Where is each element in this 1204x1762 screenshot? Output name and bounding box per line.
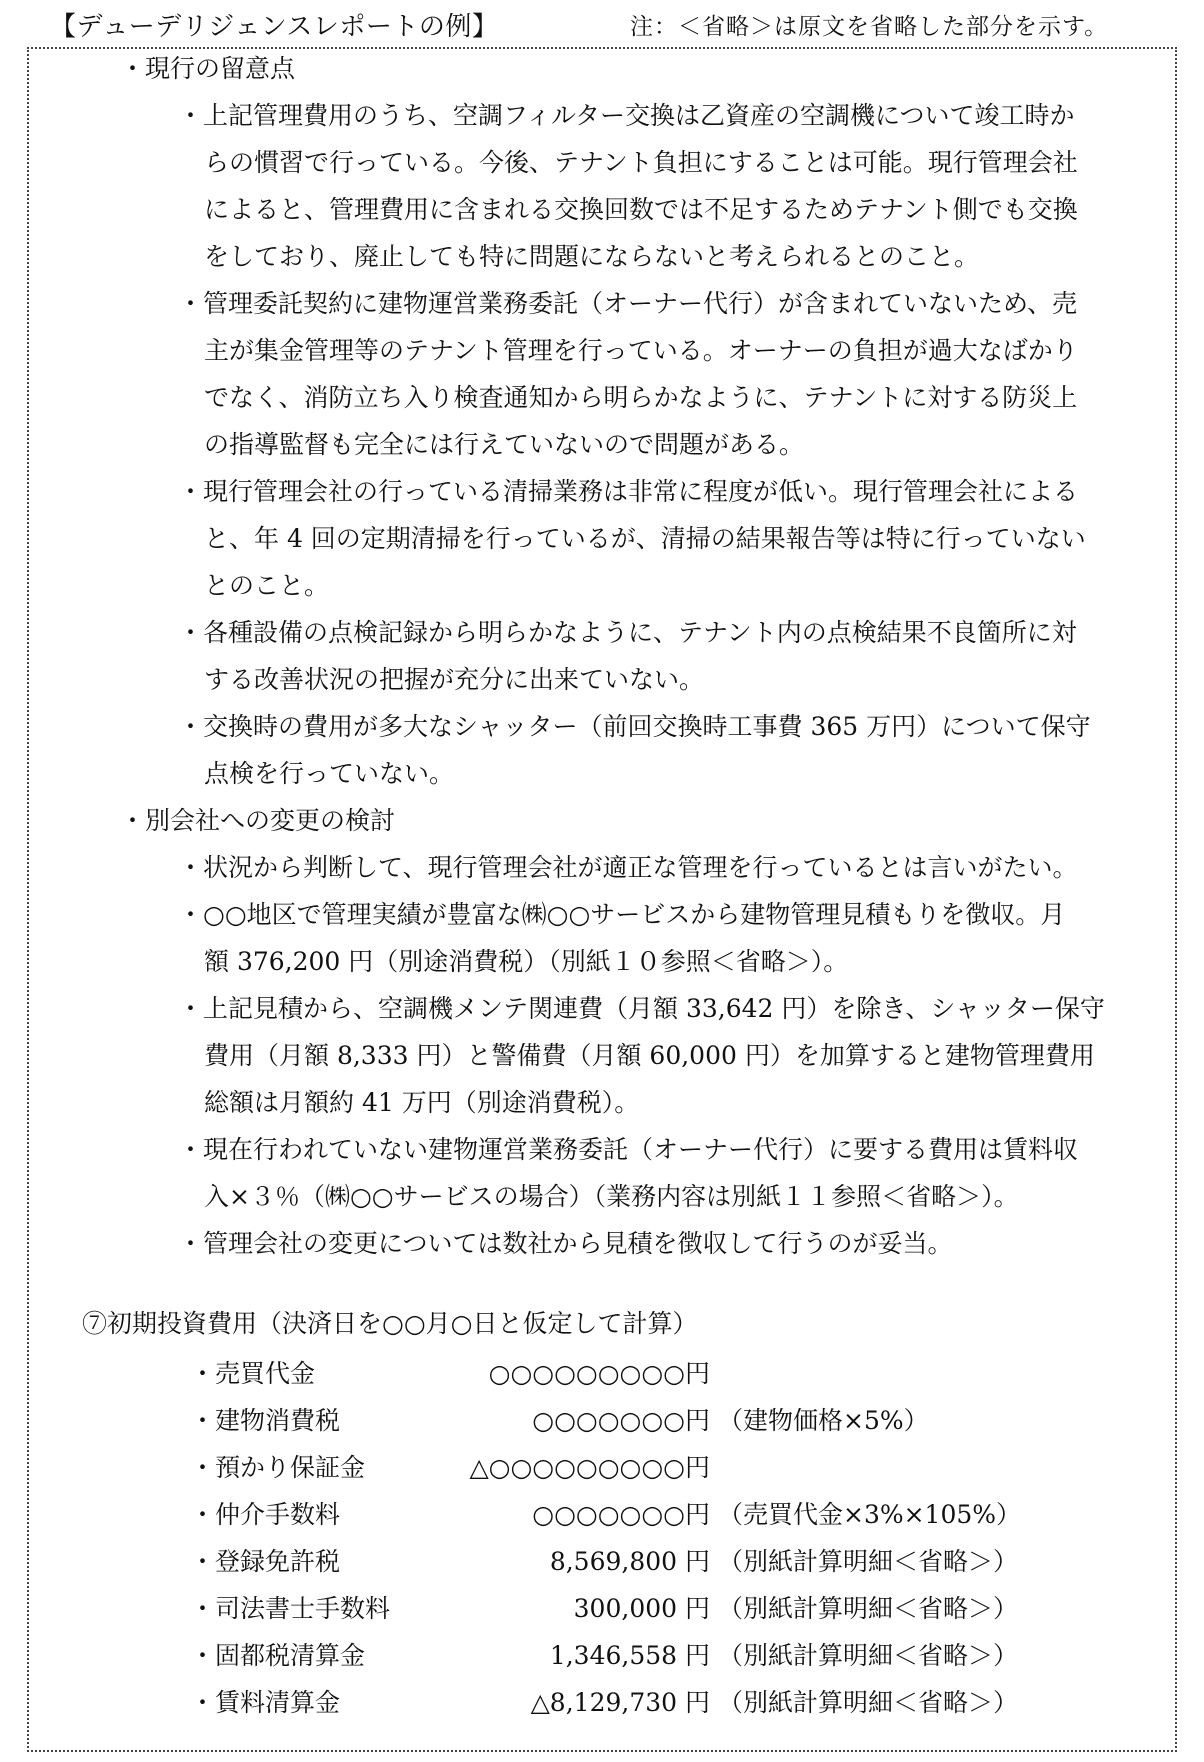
current-item-1-line-3: によると、管理費用に含まれる交換回数では不足するためテナント側でも交換: [204, 195, 1078, 224]
current-item-1-line-4: をしており、廃止しても特に問題にならないと考えられるとのこと。: [204, 242, 980, 271]
change-item-3-line-2: 費用（月額 8,333 円）と警備費（月額 60,000 円）を加算すると建物管理費用: [204, 1041, 1095, 1070]
change-item-1-line-1: ・状況から判断して、現行管理会社が適正な管理を行っているとは言いがたい。: [178, 853, 1078, 882]
report-title: 【デューデリジェンスレポートの例】: [50, 12, 499, 42]
section-heading-change: ・別会社への変更の検討: [120, 806, 396, 835]
change-item-2-line-1: ・○○地区で管理実績が豊富な㈱○○サービスから建物管理見積もりを徴収。月: [178, 900, 1066, 929]
change-item-4-line-1: ・現在行われていない建物運営業務委託（オーナー代行）に要する費用は賃料収: [178, 1135, 1079, 1164]
current-item-2-line-4: の指導監督も完全には行えていないので問題がある。: [204, 430, 805, 459]
cost-note-scrivener-fee: （別紙計算明細＜省略＞）: [718, 1594, 1019, 1623]
cost-amount-purchase-price: ○○○○○○○○○円: [488, 1359, 710, 1388]
cost-label-purchase-price: ・売買代金: [190, 1359, 316, 1388]
cost-note-property-tax-settlement: （別紙計算明細＜省略＞）: [718, 1641, 1019, 1670]
change-item-2-line-2: 額 376,200 円（別途消費税）（別紙１０参照＜省略＞）。: [204, 947, 849, 976]
cost-amount-property-tax-settlement: 1,346,558 円: [549, 1641, 710, 1670]
current-item-3-line-2: と、年 4 回の定期清掃を行っているが、清掃の結果報告等は特に行っていない: [204, 524, 1086, 553]
section-heading-current: ・現行の留意点: [120, 54, 296, 83]
current-item-4-line-2: する改善状況の把握が充分に出来ていない。: [204, 665, 705, 694]
cost-amount-deposit: △○○○○○○○○○円: [469, 1453, 710, 1482]
current-item-2-line-1: ・管理委託契約に建物運営業務委託（オーナー代行）が含まれていないため、売: [178, 289, 1078, 318]
section-heading-initial-costs: ⑦初期投資費用（決済日を○○月○日と仮定して計算）: [82, 1309, 698, 1338]
cost-amount-registration-tax: 8,569,800 円: [549, 1547, 710, 1576]
cost-amount-building-tax: ○○○○○○○円: [532, 1406, 710, 1435]
cost-label-building-tax: ・建物消費税: [190, 1406, 341, 1435]
cost-label-scrivener-fee: ・司法書士手数料: [190, 1594, 391, 1623]
cost-note-registration-tax: （別紙計算明細＜省略＞）: [718, 1547, 1019, 1576]
change-item-5-line-1: ・管理会社の変更については数社から見積を徴収して行うのが妥当。: [178, 1229, 953, 1258]
current-item-3-line-3: とのこと。: [204, 571, 330, 600]
current-item-4-line-1: ・各種設備の点検記録から明らかなように、テナント内の点検結果不良箇所に対: [178, 618, 1077, 647]
cost-note-building-tax: （建物価格×5%）: [718, 1406, 929, 1435]
current-item-1-line-2: らの慣習で行っている。今後、テナント負担にすることは可能。現行管理会社: [204, 148, 1078, 177]
change-item-3-line-3: 総額は月額約 41 万円（別途消費税）。: [204, 1088, 640, 1117]
report-header: [50, 8, 1180, 46]
current-item-5-line-2: 点検を行っていない。: [204, 759, 455, 788]
current-item-2-line-3: でなく、消防立ち入り検査通知から明らかなように、テナントに対する防災上: [204, 383, 1078, 412]
change-item-4-line-2: 入×３％（㈱○○サービスの場合）（業務内容は別紙１１参照＜省略＞）。: [204, 1182, 1019, 1211]
cost-note-brokerage-fee: （売買代金×3%×105%）: [718, 1500, 1022, 1529]
cost-amount-scrivener-fee: 300,000 円: [573, 1594, 710, 1623]
cost-label-property-tax-settlement: ・固都税清算金: [190, 1641, 366, 1670]
cost-label-deposit: ・預かり保証金: [190, 1453, 366, 1482]
change-item-3-line-1: ・上記見積から、空調機メンテ関連費（月額 33,642 円）を除き、シャッター保守: [178, 994, 1105, 1023]
cost-amount-rent-settlement: △8,129,730 円: [530, 1688, 710, 1717]
omission-note: 注：＜省略＞は原文を省略した部分を示す。: [630, 14, 1109, 40]
current-item-2-line-2: 主が集金管理等のテナント管理を行っている。オーナーの負担が過大なばかり: [204, 336, 1078, 365]
cost-label-registration-tax: ・登録免許税: [190, 1547, 341, 1576]
cost-label-brokerage-fee: ・仲介手数料: [190, 1500, 341, 1529]
current-item-5-line-1: ・交換時の費用が多大なシャッター（前回交換時工事費 365 万円）について保守: [178, 712, 1091, 741]
cost-note-rent-settlement: （別紙計算明細＜省略＞）: [718, 1688, 1019, 1717]
current-item-1-line-1: ・上記管理費用のうち、空調フィルター交換は乙資産の空調機について竣工時か: [178, 101, 1075, 130]
current-item-3-line-1: ・現行管理会社の行っている清掃業務は非常に程度が低い。現行管理会社による: [178, 477, 1079, 506]
cost-label-rent-settlement: ・賃料清算金: [190, 1688, 341, 1717]
cost-amount-brokerage-fee: ○○○○○○○円: [532, 1500, 710, 1529]
